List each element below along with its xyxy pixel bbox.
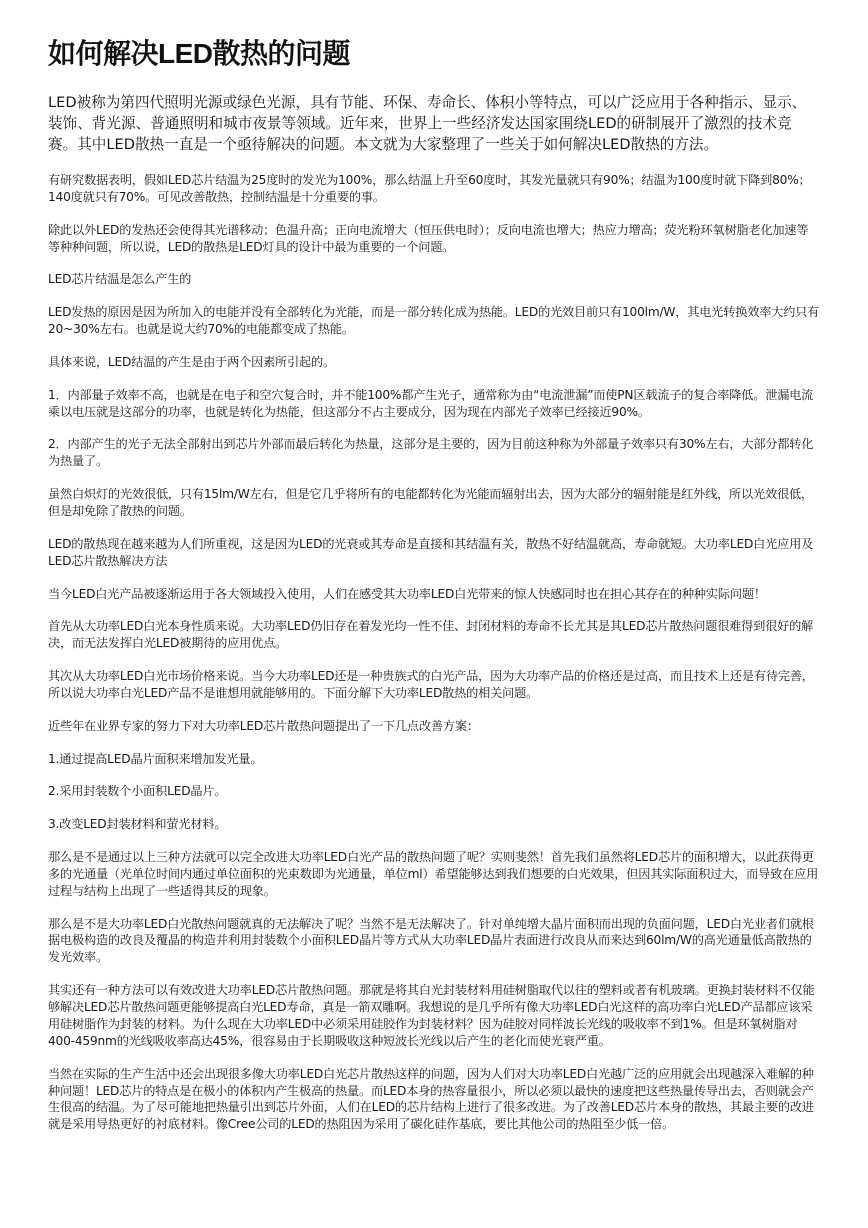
- paragraph: 当今LED白光产品被逐渐运用于各大领域投入使用，人们在感受其大功率LED白光带来的惊人快感同时也在担心其存在的种种实际问题！: [48, 586, 766, 601]
- list-item: 2.采用封装数个小面积LED晶片。: [48, 784, 227, 799]
- paragraph: 1．内部量子效率不高，也就是在电子和空穴复合时，并不能100%都产生光子，通常称为由“电流泄漏”而使PN区载流子的复合率降低。泄漏电流乘以电压就是这部分的功率，也就是转化为热能，但这部分不占主要成分，因为现在内部光子效率已经接近90%。: [48, 387, 814, 419]
- list-item: 3.改变LED封装材料和萤光材料。: [48, 817, 227, 832]
- paragraph: LED发热的原因是因为所加入的电能并没有全部转化为光能，而是一部分转化成为热能。LED的光效目前只有100lm/W，其电光转换效率大约只有20~30%左右。也就是说大约70%的电能都变成了热能。: [48, 305, 820, 337]
- paragraph: 那么是不是大功率LED白光散热问题就真的无法解决了呢？当然不是无法解决了。针对单纯增大晶片面积而出现的负面问题，LED白光业者们就根据电极构造的改良及覆晶的构造并利用封装数个小面积LED晶片等方式从大功率LED晶片表面进行改良从而来达到60lm/W的高光通量低高散热的发光效率。: [48, 916, 814, 965]
- article: [48, 34, 820, 1149]
- paragraph: 其次从大功率LED白光市场价格来说。当今大功率LED还是一种贵族式的白光产品，因为大功率产品的价格还是过高，而且技术上还是有待完善，所以说大功率白光LED产品不是谁想用就能够用的。下面分解下大功率LED散热的相关问题。: [48, 669, 814, 700]
- paragraph: 那么是不是通过以上三种方法就可以完全改进大功率LED白光产品的散热问题了呢？实则斐然！首先我们虽然将LED芯片的面积增大，以此获得更多的光通量（光单位时间内通过单位面积的光束数即为光通量，单位ml）希望能够达到我们想要的白光效果，但因其实际面积过大，而导致在应用过程与结构上出现了一些适得其反的现象。: [48, 849, 819, 898]
- paragraph: 除此以外LED的发热还会使得其光谱移动；色温升高；正向电流增大（恒压供电时）；反向电流也增大；热应力增高；荧光粉环氧树脂老化加速等等种种问题，所以说，LED的散热是LED灯具的设计中最为重要的一个问题。: [48, 222, 809, 254]
- lead-paragraph: LED被称为第四代照明光源或绿色光源，具有节能、环保、寿命长、体积小等特点，可以广泛应用于各种指示、显示、装饰、背光源、普通照明和城市夜景等领域。近年来，世界上一些经济发达国家围绕LED的研制展开了激烈的技术竞赛。其中LED散热一直是一个亟待解决的问题。本文就为大家整理了一些关于如何解决LED散热的方法。: [48, 94, 807, 153]
- paragraph: 首先从大功率LED白光本身性质来说。大功率LED仍旧存在着发光均一性不佳、封闭材料的寿命不长尤其是其LED芯片散热问题很难得到很好的解决，而无法发挥白光LED被期待的应用优点。: [48, 619, 814, 651]
- paragraph: 虽然白炽灯的光效很低，只有15lm/W左右，但是它几乎将所有的电能都转化为光能而辐射出去，因为大部分的辐射能是红外线，所以光效很低，但是却免除了散热的问题。: [48, 487, 813, 519]
- section-heading: LED芯片结温是怎么产生的: [48, 272, 192, 287]
- paragraph: 2．内部产生的光子无法全部射出到芯片外部而最后转化为热量，这部分是主要的，因为目前这种称为外部量子效率只有30%左右，大部分都转化为热量了。: [48, 437, 814, 469]
- paragraph: 有研究数据表明，假如LED芯片结温为25度时的发光为100%，那么结温上升至60度时，其发光量就只有90%；结温为100度时就下降到80%；140度就只有70%。可见改善散热，控制结温是十分重要的事。: [48, 173, 811, 204]
- paragraph: 当然在实际的生产生活中还会出现很多像大功率LED白光芯片散热这样的问题，因为人们对大功率LED白光越广泛的应用就会出现越深入难解的种种问题！LED芯片的特点是在极小的体积内产生极高的热量。而LED本身的热容量很小，所以必须以最快的速度把这些热量传导出去，否则就会产生很高的结温。为了尽可能地把热量引出到芯片外面，人们在LED的芯片结构上进行了很多改进。为了改善LED芯片本身的散热，其最主要的改进就是采用导热更好的衬底材料。像Cree公司的LED的热阻因为采用了碳化硅作基底，要比其他公司的热阻至少低一倍。: [48, 1066, 814, 1132]
- paragraph: 具体来说，LED结温的产生是由于两个因素所引起的。: [48, 354, 335, 369]
- paragraph: LED的散热现在越来越为人们所重视，这是因为LED的光衰或其寿命是直接和其结温有关，散热不好结温就高，寿命就短。大功率LED白光应用及LED芯片散热解决方法: [48, 536, 814, 568]
- paragraph: 其实还有一种方法可以有效改进大功率LED芯片散热问题。那就是将其白光封装材料用硅树脂取代以往的塑料或者有机玻璃。更换封装材料不仅能够解决LED芯片散热问题更能够提高白光LED寿命，真是一箭双雕啊。我想说的是几乎所有像大功率LED白光这样的高功率白光LED产品都应该采用硅树脂作为封装的材料。为什么现在大功率LED中必须采用硅胶作为封装材料？因为硅胶对同样波长光线的吸收率不到1%。但是环氧树脂对400-459nm的光线吸收率高达45%，很容易由于长期吸收这种短波长光线以后产生的老化而使光衰严重。: [48, 983, 815, 1048]
- list-item: 1.通过提高LED晶片面积来增加发光量。: [48, 751, 263, 766]
- paragraph: 近些年在业界专家的努力下对大功率LED芯片散热问题提出了一下几点改善方案：: [48, 718, 479, 733]
- article-title: 如何解决LED散热的问题: [48, 38, 351, 69]
